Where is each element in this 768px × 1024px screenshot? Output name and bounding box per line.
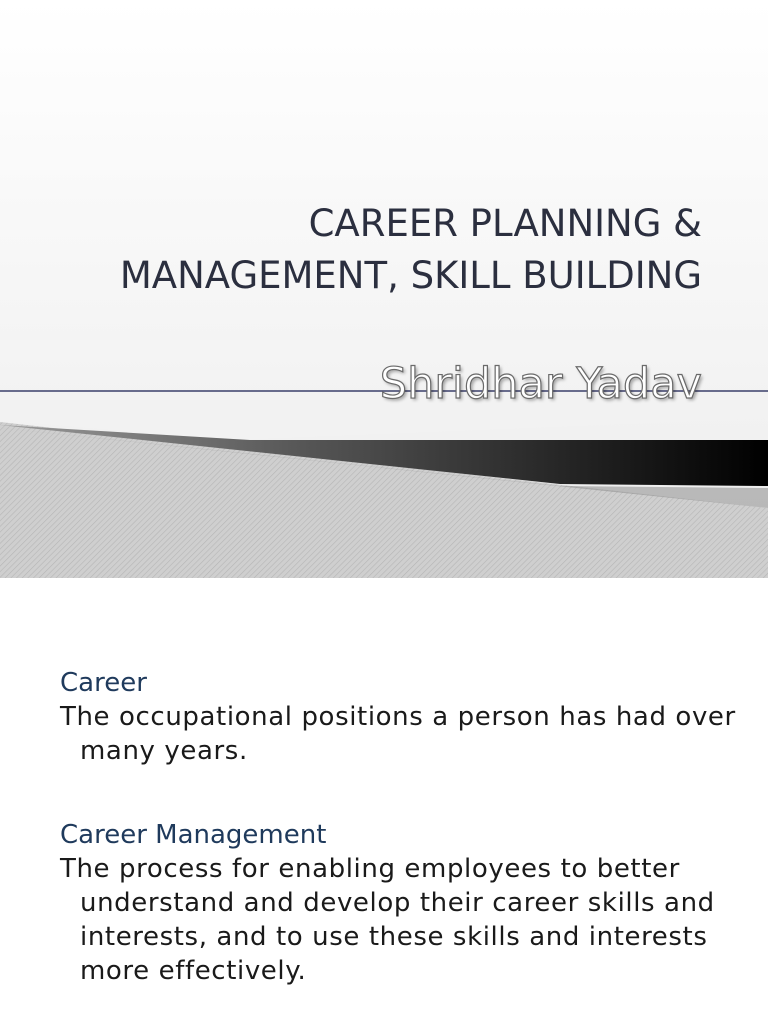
author-name: Shridhar Yadav — [379, 359, 702, 409]
title-line-2: MANAGEMENT, SKILL BUILDING — [119, 254, 702, 297]
content-slide — [0, 578, 768, 1024]
section-heading: Career — [60, 668, 147, 698]
section-text: The occupational positions a person has had over many years. — [60, 702, 736, 766]
slide-title — [22, 198, 702, 302]
section-heading: Career Management — [60, 820, 327, 850]
section-career-management — [60, 818, 740, 988]
title-line-1: CAREER PLANNING & — [308, 202, 702, 245]
section-career — [60, 666, 740, 768]
section-text: The process for enabling employees to better understand and develop their career skills and interests, and to use these skills and interests more effectively. — [60, 854, 715, 986]
